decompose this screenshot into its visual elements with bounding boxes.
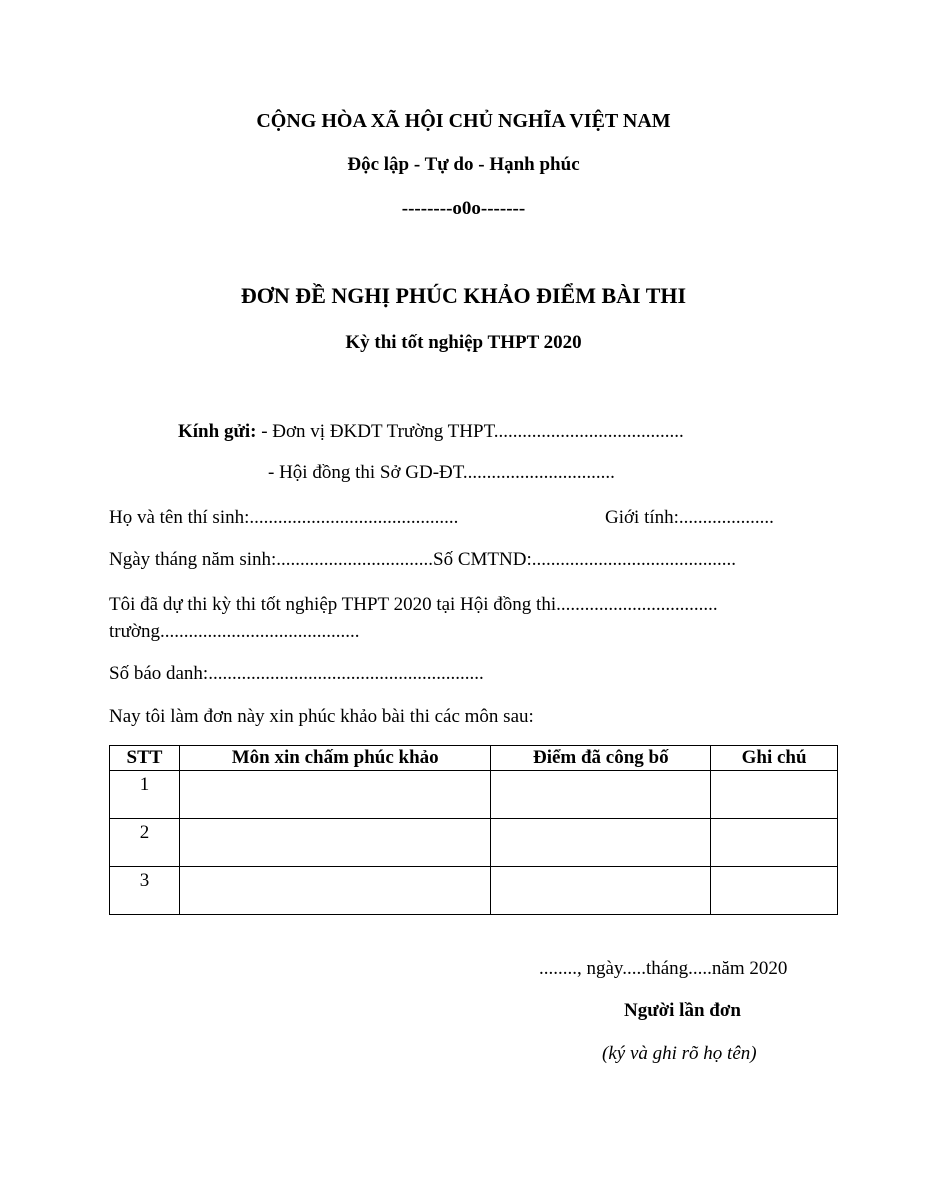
header-subject: Môn xin chấm phúc khảo (179, 746, 491, 771)
table-header-row (110, 746, 838, 771)
recipient-line-1 (178, 421, 684, 443)
date-line: ........, ngày.....tháng.....năm 2020 (539, 958, 788, 979)
header-score: Điểm đã công bố (491, 746, 711, 771)
signature-note: (ký và ghi rõ họ tên) (602, 1043, 757, 1064)
header-stt: STT (110, 746, 180, 771)
document-title: ĐƠN ĐỀ NGHỊ PHÚC KHẢO ĐIỂM BÀI THI (240, 283, 687, 308)
header-note: Ghi chú (711, 746, 838, 771)
gender-field: Giới tính:.................... (605, 507, 774, 528)
table-row (110, 867, 838, 915)
table-cell-subject[interactable] (179, 867, 491, 915)
document-subtitle: Kỳ thi tốt nghiệp THPT 2020 (345, 332, 582, 353)
table-cell-score[interactable] (491, 867, 711, 915)
header-motto: Độc lập - Tự do - Hạnh phúc (347, 154, 580, 175)
table-cell-stt: 2 (110, 819, 180, 867)
header-separator: --------o0o------- (401, 198, 526, 219)
header-country: CỘNG HÒA XÃ HỘI CHỦ NGHĨA VIỆT NAM (256, 110, 671, 132)
recipient-school: - Đơn vị ĐKDT Trường THPT........................................ (256, 421, 684, 442)
recipient-line-2: - Hội đồng thi Sở GD-ĐT................................ (268, 462, 615, 483)
table-cell-note[interactable] (711, 819, 838, 867)
table-row (110, 819, 838, 867)
table-cell-stt: 1 (110, 771, 180, 819)
table-cell-note[interactable] (711, 771, 838, 819)
subjects-table (109, 745, 838, 915)
statement-line-2: trường.......................................... (109, 621, 360, 642)
table-cell-note[interactable] (711, 867, 838, 915)
table-cell-score[interactable] (491, 819, 711, 867)
candidate-name-field: Họ và tên thí sinh:............................................ (109, 507, 459, 528)
table-row (110, 771, 838, 819)
candidate-number-field: Số báo danh:.......................................................... (109, 663, 484, 684)
recipient-label: Kính gửi: (178, 421, 257, 442)
table-cell-stt: 3 (110, 867, 180, 915)
table-cell-subject[interactable] (179, 771, 491, 819)
table-cell-score[interactable] (491, 771, 711, 819)
table-cell-subject[interactable] (179, 819, 491, 867)
request-statement: Nay tôi làm đơn này xin phúc khảo bài thi các môn sau: (109, 706, 534, 727)
dob-id-field: Ngày tháng năm sinh:.................................Số CMTND:........................................... (109, 549, 736, 570)
signer-title: Người lần đơn (624, 1000, 741, 1021)
statement-line-1: Tôi đã dự thi kỳ thi tốt nghiệp THPT 2020 tại Hội đồng thi.................................. (109, 594, 718, 615)
